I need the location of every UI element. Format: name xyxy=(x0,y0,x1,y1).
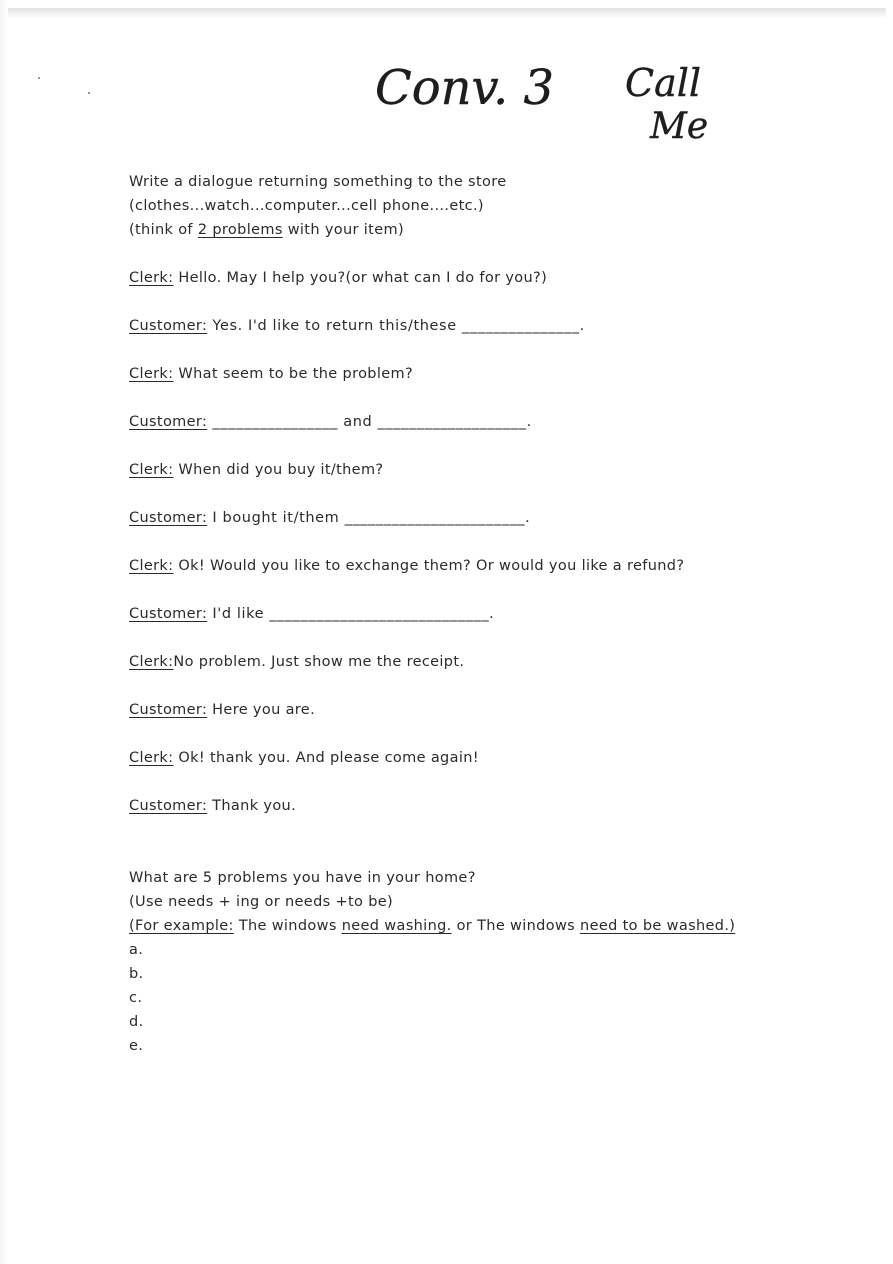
dialogue-text: What seem to be the problem? xyxy=(173,366,414,382)
instruction-line-3 xyxy=(129,218,829,242)
example-phrase-1: need washing. xyxy=(341,918,452,934)
speaker-label: Clerk: xyxy=(129,654,174,670)
example-open-paren: ( xyxy=(129,918,136,934)
worksheet-body xyxy=(129,170,829,1058)
instruction-line-2: (clothes...watch...computer...cell phone....etc.) xyxy=(129,198,484,214)
example-phrase-2: need to be washed.) xyxy=(580,918,736,934)
scan-speck xyxy=(38,77,40,79)
problem-item-e: e. xyxy=(129,1038,144,1054)
dialogue-text: Yes. I'd like to return this/these _______________. xyxy=(207,318,585,334)
problems-hint: (Use needs + ing or needs +to be) xyxy=(129,894,394,910)
handwritten-note-line2 xyxy=(650,104,760,154)
dialogue-line xyxy=(129,314,829,338)
dialogue-text: Ok! thank you. And please come again! xyxy=(173,750,479,766)
speaker-label: Customer: xyxy=(129,702,208,718)
speaker-label: Customer: xyxy=(129,606,208,622)
dialogue-text: Hello. May I help you?(or what can I do for you?) xyxy=(173,270,548,286)
dialogue-text: ________________ and ___________________. xyxy=(207,414,532,430)
dialogue-line xyxy=(129,410,829,434)
scan-speck xyxy=(88,92,90,94)
dialogue-text: I bought it/them _______________________. xyxy=(207,510,531,526)
speaker-label: Clerk: xyxy=(129,558,174,574)
scan-top-shadow xyxy=(8,8,886,18)
problems-question: What are 5 problems you have in your home? xyxy=(129,870,476,886)
handwritten-note-line1 xyxy=(625,58,735,108)
problem-item-d: d. xyxy=(129,1014,144,1030)
instruction-line-3-pre: (think of xyxy=(129,222,198,238)
instruction-line-1: Write a dialogue returning something to the store xyxy=(129,174,507,190)
problem-item-a: a. xyxy=(129,942,144,958)
dialogue-line xyxy=(129,746,829,770)
scan-edge-shadow xyxy=(0,0,8,1264)
dialogue-text: Thank you. xyxy=(207,798,297,814)
speaker-label: Customer: xyxy=(129,318,208,334)
problems-example xyxy=(129,914,829,938)
example-part-1: The windows xyxy=(233,918,342,934)
dialogue-line xyxy=(129,362,829,386)
handwritten-title xyxy=(375,56,595,116)
example-part-2: or The windows xyxy=(451,918,581,934)
speaker-label: Clerk: xyxy=(129,750,174,766)
speaker-label: Customer: xyxy=(129,510,208,526)
dialogue-text: No problem. Just show me the receipt. xyxy=(173,654,465,670)
speaker-label: Customer: xyxy=(129,414,208,430)
handwritten-title-text: Conv. 3 xyxy=(375,60,555,116)
dialogue-line xyxy=(129,266,829,290)
handwritten-note-me: Me xyxy=(650,106,709,147)
dialogue-line xyxy=(129,554,829,578)
dialogue-line xyxy=(129,602,829,626)
problem-item-b: b. xyxy=(129,966,144,982)
problem-item-c: c. xyxy=(129,990,143,1006)
dialogue-text: Ok! Would you like to exchange them? Or would you like a refund? xyxy=(173,558,685,574)
instruction-underlined-problems: 2 problems xyxy=(197,222,283,238)
dialogue-line xyxy=(129,506,829,530)
dialogue-text: When did you buy it/them? xyxy=(173,462,384,478)
dialogue-line xyxy=(129,458,829,482)
example-label: For example: xyxy=(135,918,234,934)
dialogue-text: Here you are. xyxy=(207,702,316,718)
instruction-line-3-post: with your item) xyxy=(282,222,404,238)
speaker-label: Customer: xyxy=(129,798,208,814)
dialogue-line xyxy=(129,794,829,818)
handwritten-note-call: Call xyxy=(625,61,702,105)
dialogue-line xyxy=(129,698,829,722)
speaker-label: Clerk: xyxy=(129,462,174,478)
speaker-label: Clerk: xyxy=(129,270,174,286)
dialogue-text: I'd like ____________________________. xyxy=(207,606,495,622)
dialogue-line xyxy=(129,650,829,674)
speaker-label: Clerk: xyxy=(129,366,174,382)
